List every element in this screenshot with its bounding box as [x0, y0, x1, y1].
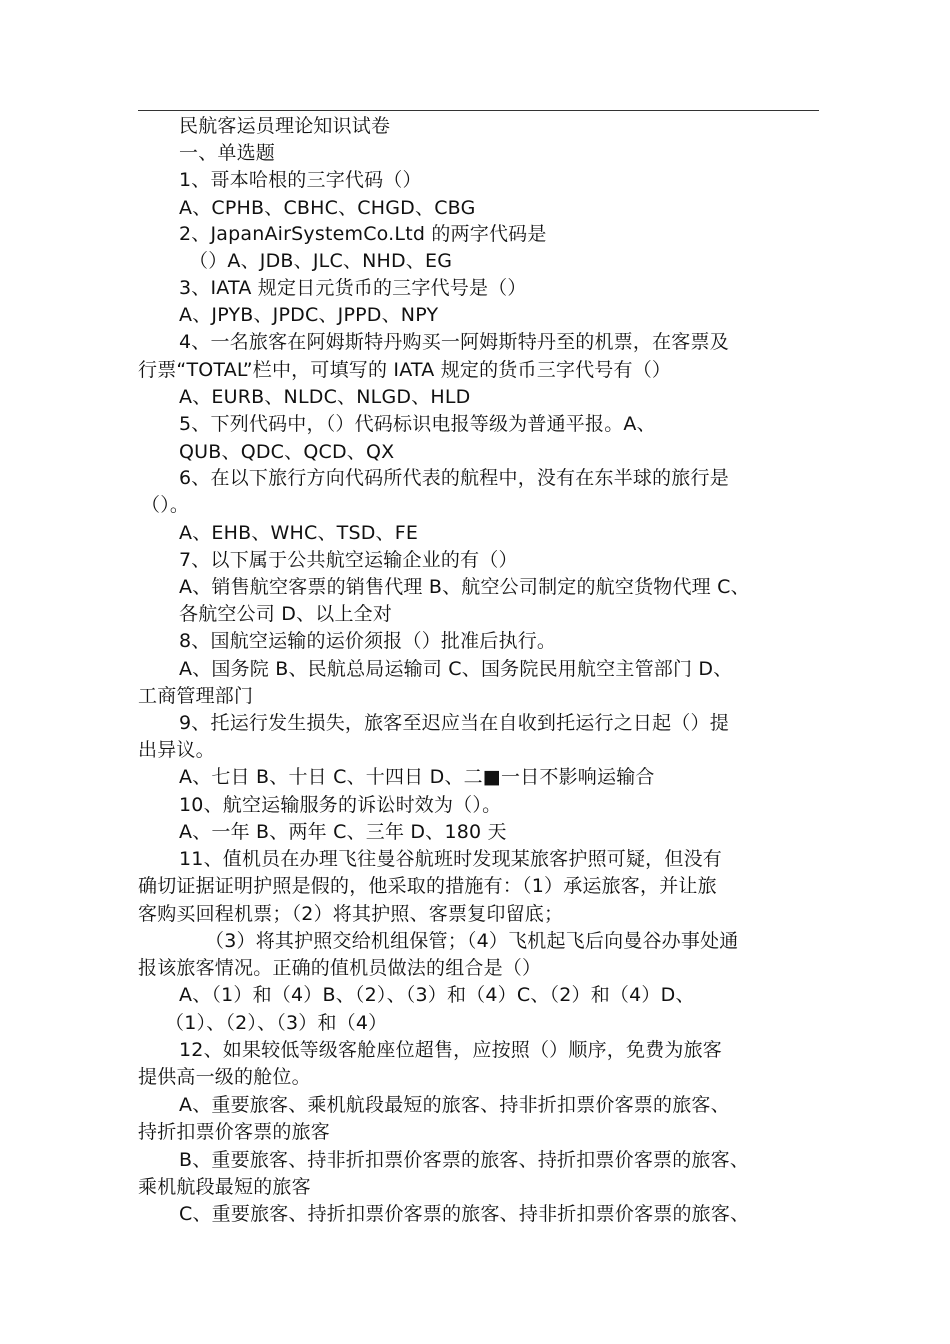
- text-line: （）A、JDB、JLC、NHD、EG: [189, 250, 453, 272]
- text-line: 出异议。: [138, 739, 215, 761]
- header-rule: [138, 110, 819, 111]
- text-line: A、重要旅客、乘机航段最短的旅客、持非折扣票价客票的旅客、: [179, 1094, 730, 1116]
- text-line: 乘机航段最短的旅客: [138, 1176, 311, 1198]
- text-line: 11、值机员在办理飞往曼谷航班时发现某旅客护照可疑，但没有: [179, 848, 722, 870]
- text-line: A、（1）和（4）B、（2）、（3）和（4）C、（2）和（4）D、: [179, 984, 695, 1006]
- text-line: 4、一名旅客在阿姆斯特丹购买一阿姆斯特丹至的机票，在客票及: [179, 331, 729, 353]
- text-line: （3）将其护照交给机组保管；（4）飞机起飞后向曼谷办事处通: [205, 930, 739, 952]
- text-line: 9、托运行发生损失，旅客至迟应当在自收到托运行之日起（）提: [179, 712, 729, 734]
- text-line: A、EHB、WHC、TSD、FE: [179, 522, 419, 544]
- text-line: 1、哥本哈根的三字代码（）: [179, 169, 422, 191]
- text-line: （）。: [141, 494, 190, 516]
- text-line: 工商管理部门: [138, 685, 254, 707]
- text-line: QUB、QDC、QCD、QX: [179, 441, 395, 463]
- text-line: A、七日 B、十日 C、十四日 D、二■一日不影响运输合: [179, 766, 655, 788]
- text-line: 各航空公司 D、以上全对: [179, 603, 393, 625]
- text-line: 行票“TOTAL”栏中，可填写的 IATA 规定的货币三字代号有（）: [138, 359, 672, 381]
- text-line: 7、以下属于公共航空运输企业的有（）: [179, 549, 518, 571]
- text-line: 8、国航空运输的运价须报（）批准后执行。: [179, 630, 557, 652]
- text-line: 报该旅客情况。正确的值机员做法的组合是（）: [138, 957, 542, 979]
- text-line: 客购买回程机票；（2）将其护照、客票复印留底；: [138, 903, 564, 925]
- text-line: A、EURB、NLDC、NLGD、HLD: [179, 386, 471, 408]
- text-line: A、JPYB、JPDC、JPPD、NPY: [179, 304, 439, 326]
- text-line: 确切证据证明护照是假的，他采取的措施有：（1）承运旅客，并让旅: [138, 875, 717, 897]
- text-line: （1）、（2）、（3）和（4）: [165, 1012, 388, 1034]
- text-line: 持折扣票价客票的旅客: [138, 1121, 331, 1143]
- text-line: 12、如果较低等级客舱座位超售，应按照（）顺序，免费为旅客: [179, 1039, 722, 1061]
- text-line: 10、航空运输服务的诉讼时效为（）。: [179, 794, 502, 816]
- text-line: 5、下列代码中，（）代码标识电报等级为普通平报。A、: [179, 413, 656, 435]
- text-line: A、销售航空客票的销售代理 B、航空公司制定的航空货物代理 C、: [179, 576, 750, 598]
- text-line: B、重要旅客、持非折扣票价客票的旅客、持折扣票价客票的旅客、: [179, 1149, 750, 1171]
- text-line: A、CPHB、CBHC、CHGD、CBG: [179, 197, 476, 219]
- text-line: A、一年 B、两年 C、三年 D、180 天: [179, 821, 507, 843]
- text-line: 6、在以下旅行方向代码所代表的航程中，没有在东半球的旅行是: [179, 467, 729, 489]
- text-line: C、重要旅客、持折扣票价客票的旅客、持非折扣票价客票的旅客、: [179, 1203, 750, 1225]
- text-line: 2、JapanAirSystemCo.Ltd 的两字代码是: [179, 223, 547, 245]
- document-title: 民航客运员理论知识试卷: [179, 115, 391, 137]
- text-line: 提供高一级的舱位。: [138, 1066, 311, 1088]
- text-line: A、国务院 B、民航总局运输司 C、国务院民用航空主管部门 D、: [179, 658, 733, 680]
- text-line: 3、IATA 规定日元货币的三字代号是（）: [179, 277, 527, 299]
- section-heading: 一、单选题: [179, 142, 276, 164]
